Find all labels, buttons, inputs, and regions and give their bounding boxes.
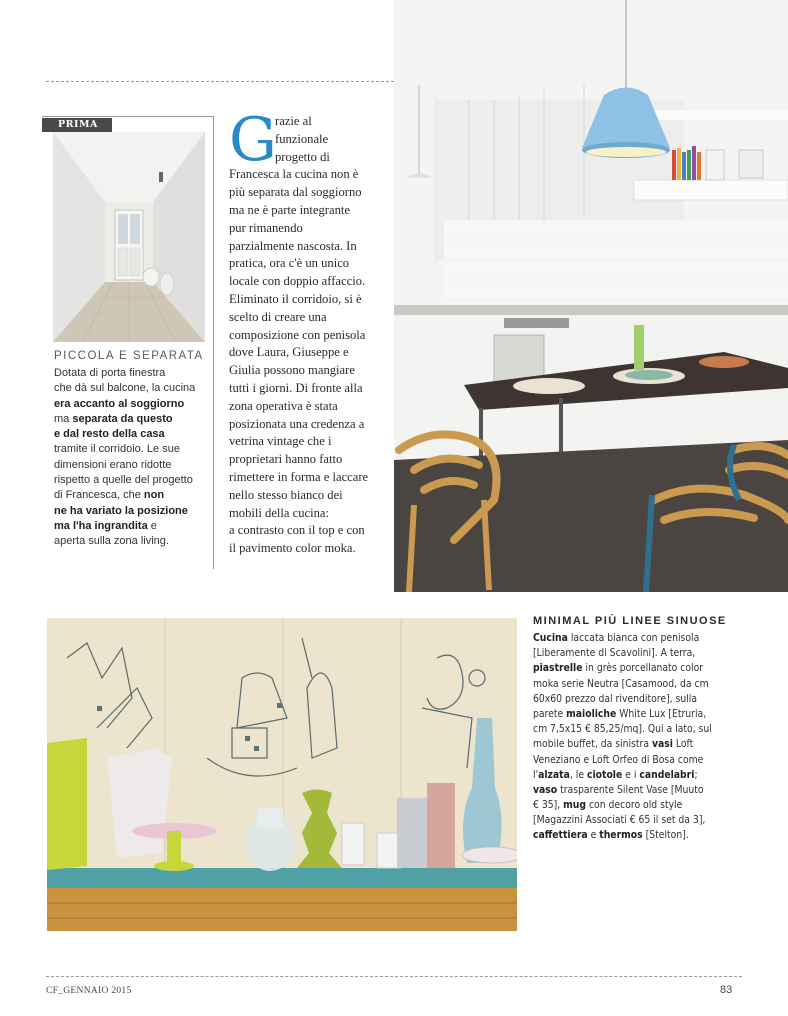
prima-tag-label: PRIMA — [58, 119, 98, 130]
bold-run: candelabri — [639, 768, 695, 781]
article-line: ma ne è parte integrante — [229, 202, 350, 217]
text-run: , le — [569, 768, 587, 781]
footer-issue: CF_GENNAIO 2015 — [46, 986, 132, 996]
bold-run: Cucina — [533, 632, 568, 644]
caption-line — [533, 768, 743, 783]
bold-run: caffettiera — [533, 829, 588, 842]
prima-caption — [54, 366, 214, 550]
bold-run: thermos — [599, 829, 643, 842]
article-line: Francesca la cucina non è — [229, 167, 359, 182]
article-line: scelto di creare una — [229, 309, 327, 324]
article-line: Eliminato il corridoio, si è — [229, 291, 362, 306]
article-line: zona operativa è stata — [229, 398, 338, 413]
caption-line — [533, 661, 743, 676]
bold-run: piastrelle — [533, 662, 583, 675]
article-line: Giulia possono mangiare — [229, 363, 355, 378]
bold-run: maioliche — [566, 707, 617, 720]
article-line: vetrina vintage che i — [229, 434, 332, 449]
article-line: funzionale — [275, 131, 329, 146]
article-line: locale con doppio affaccio. — [229, 274, 366, 289]
text-run: laccata bianca con penisola — [567, 632, 700, 644]
caption-line — [533, 707, 743, 722]
bold-run: non — [143, 489, 165, 502]
text-run: che dà sul balcone, la cucina — [54, 382, 196, 395]
caption-title: MINIMAL PIÙ LINEE SINUOSE — [533, 615, 727, 627]
text-run: e — [587, 829, 600, 842]
caption-line — [533, 737, 743, 752]
text-run: € 35], — [533, 799, 564, 812]
article-line: rimettere in forma e laccare — [229, 469, 369, 484]
text-run: e i — [622, 768, 640, 781]
article-line: posizionata una credenza a — [229, 416, 365, 431]
bottom-rule — [46, 976, 742, 977]
kitchen-photo — [394, 0, 788, 592]
article-line: dove Laura, Giuseppe e — [229, 345, 349, 360]
prima-caption-line — [54, 442, 214, 457]
caption-body — [533, 631, 743, 844]
text-run: trasparente Silent Vase [Muuto — [557, 783, 704, 796]
caption-line — [533, 798, 743, 813]
article-line: tutti i giorni. Di fronte alla — [229, 380, 363, 395]
article-line: pratica, ora c'è un unico — [229, 256, 350, 271]
prima-caption-line — [54, 534, 214, 549]
article-line: pur rimanendo — [229, 220, 303, 235]
bold-run: ciotole — [586, 768, 623, 781]
text-run: e — [147, 519, 157, 532]
prima-caption-line — [54, 412, 214, 427]
text-run: Loft — [672, 738, 694, 751]
bold-run: alzata — [538, 768, 570, 781]
bold-run: vasi — [651, 738, 673, 751]
text-run: White Lux [Etruria, — [616, 707, 707, 720]
prima-caption-line — [54, 381, 214, 396]
article-body — [229, 113, 379, 558]
prima-caption-line — [54, 458, 214, 473]
caption-line — [533, 813, 743, 828]
caption-line — [533, 677, 743, 692]
article-line: mobili della cucina: — [229, 505, 330, 520]
text-run: tramite il corridoio. Le sue — [54, 443, 180, 456]
article-line: razie al — [275, 114, 312, 128]
buffet-photo — [47, 618, 517, 931]
text-run: moka serie Neutra [Casamood, da cm — [533, 677, 709, 690]
text-run: [Liberamente di Scavolini]. A terra, — [533, 647, 696, 660]
text-run: l' — [533, 768, 539, 781]
text-run: ; — [694, 768, 698, 781]
bold-run: ne ha variato la posizione — [54, 504, 188, 517]
text-run: dimensioni erano ridotte — [54, 458, 172, 471]
text-run: ma — [54, 412, 73, 425]
article-line: nello stesso bianco dei — [229, 487, 343, 502]
article-line: proprietari hanno fatto — [229, 452, 343, 467]
prima-photo — [53, 132, 205, 342]
bold-run: e dal resto della casa — [54, 428, 165, 441]
prima-caption-line — [54, 488, 214, 503]
text-run: 60x60 prezzo dal rivenditore], sulla — [533, 692, 698, 705]
prima-caption-line — [54, 519, 214, 534]
text-run: parete — [533, 707, 567, 720]
prima-caption-line — [54, 473, 214, 488]
caption-line — [533, 783, 743, 798]
prima-caption-title: PICCOLA E SEPARATA — [54, 350, 204, 362]
top-rule — [46, 81, 394, 82]
bold-run: vaso — [533, 783, 558, 796]
text-run: Dotata di porta finestra — [54, 367, 166, 379]
text-run: aperta sulla zona living. — [54, 535, 169, 548]
article-line: più separata dal soggiorno — [229, 185, 362, 200]
text-run: di Francesca, che — [54, 489, 144, 502]
text-run: [Magazzini Associati € 65 il set da 3], — [533, 814, 706, 827]
drop-cap: G — [229, 105, 277, 175]
text-run: con decoro old style — [586, 799, 683, 812]
prima-caption-line — [54, 504, 214, 519]
text-run: mobile buffet, da sinistra — [533, 738, 652, 751]
bold-run: ma l'ha ingrandita — [54, 519, 148, 532]
article-line: parzialmente nascosta. In — [229, 238, 357, 253]
caption-line — [533, 722, 743, 737]
article-line: progetto di — [275, 149, 330, 164]
article-line: a contrasto con il top e con — [229, 523, 365, 538]
bold-run: separata da questo — [72, 412, 173, 425]
page-number: 83 — [720, 984, 733, 996]
prima-caption-line — [54, 397, 214, 412]
prima-caption-line — [54, 427, 214, 442]
text-run: Veneziano e Loft Orfeo di Bosa come — [533, 753, 704, 766]
bold-run: era accanto al soggiorno — [54, 397, 185, 410]
caption-line — [533, 753, 743, 768]
text-run: in grès porcellanato color — [582, 662, 704, 675]
caption-line — [533, 646, 743, 661]
prima-caption-line — [54, 366, 214, 381]
text-run: cm 7,5x15 € 85,25/mq]. Qui a lato, sul — [533, 723, 712, 736]
caption-line — [533, 828, 743, 843]
caption-line — [533, 692, 743, 707]
bold-run: mug — [563, 799, 587, 812]
caption-line — [533, 631, 743, 646]
text-run: rispetto a quelle del progetto — [54, 474, 193, 487]
article-line: composizione con penisola — [229, 327, 366, 342]
article-line: il pavimento color moka. — [229, 541, 356, 556]
text-run: [Stelton]. — [642, 829, 689, 842]
